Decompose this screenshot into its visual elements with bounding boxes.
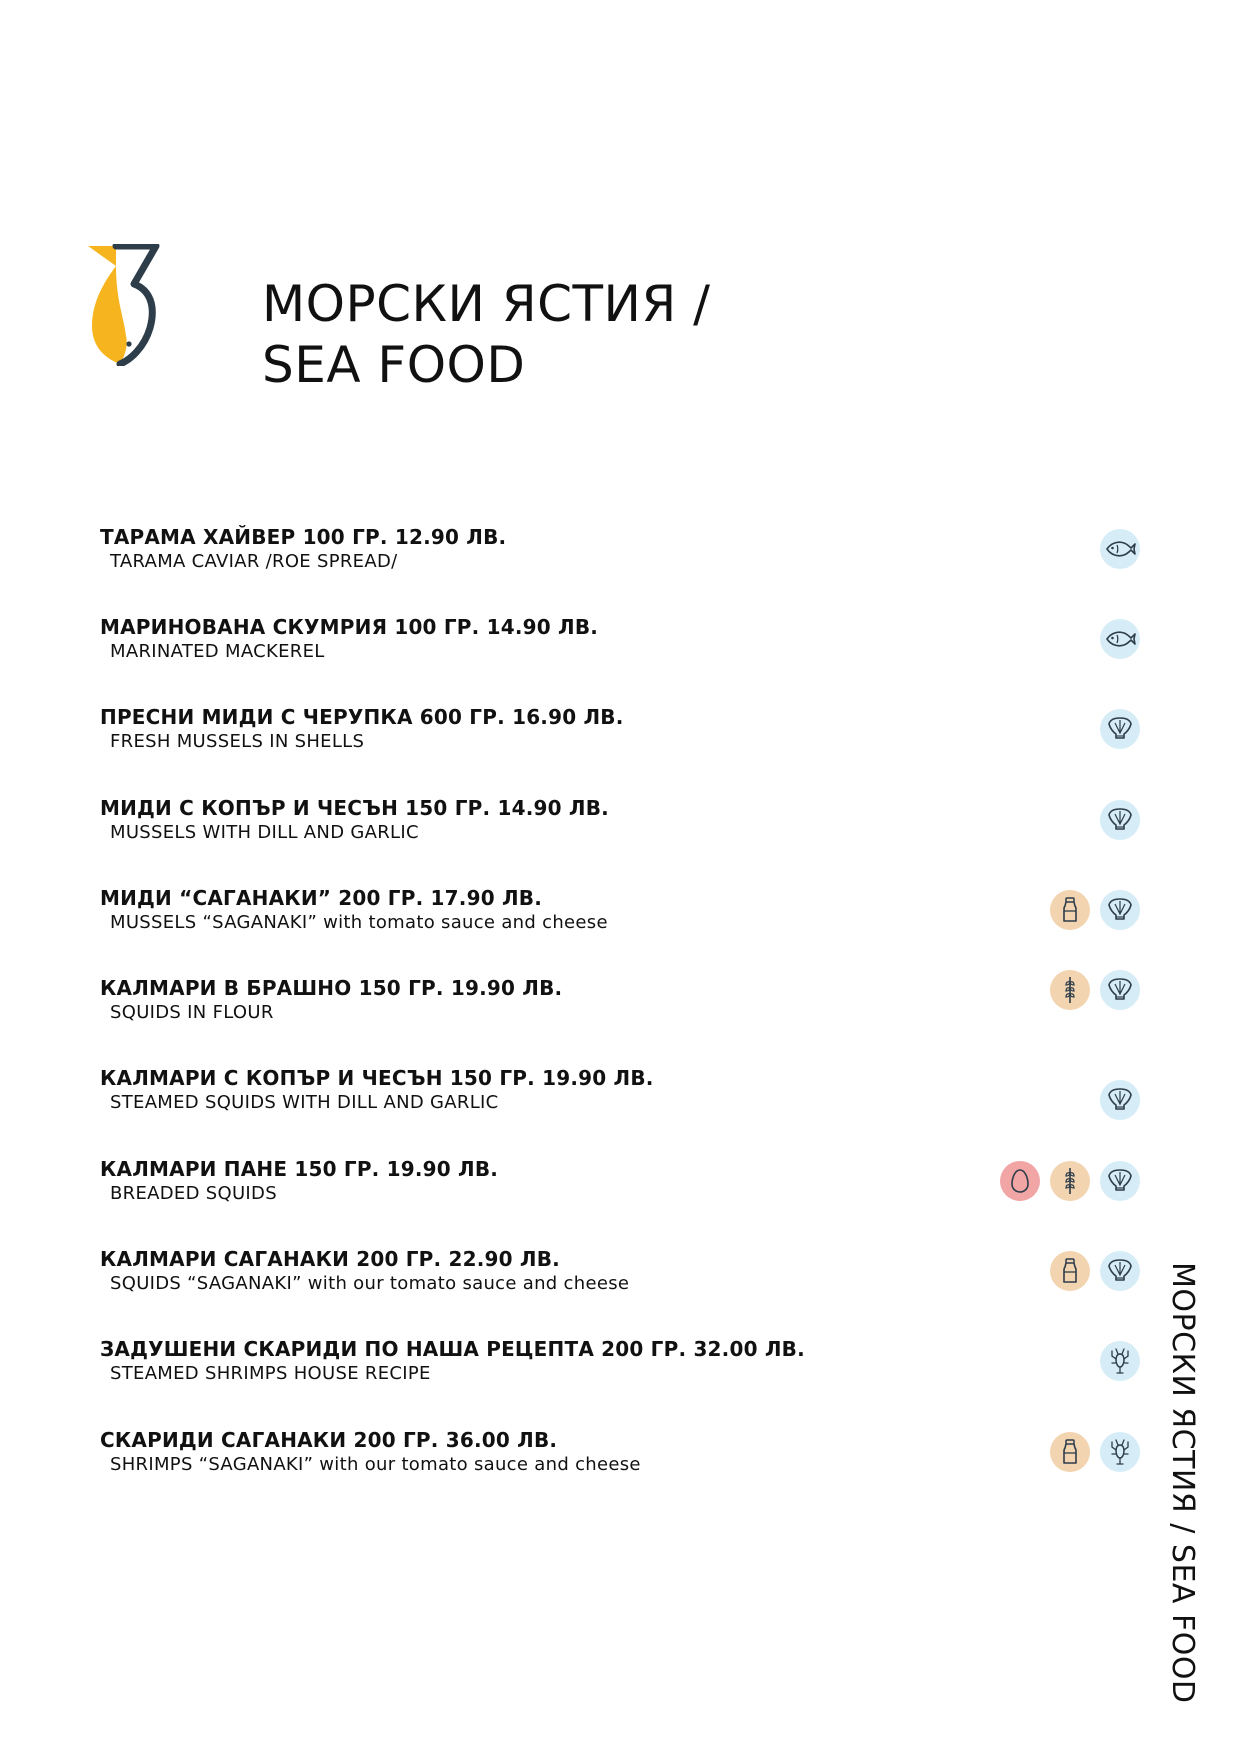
- shellfish-icon: [1100, 1251, 1140, 1291]
- menu-item-description: BREADED SQUIDS: [110, 1183, 277, 1204]
- menu-item-description: STEAMED SQUIDS WITH DILL AND GARLIC: [110, 1092, 499, 1113]
- egg-icon: [1000, 1161, 1040, 1201]
- menu-item-description: FRESH MUSSELS IN SHELLS: [110, 731, 365, 752]
- shellfish-icon: [1100, 1161, 1140, 1201]
- milk-icon: [1050, 1251, 1090, 1291]
- allergen-icons: [1050, 1432, 1150, 1472]
- menu-item-name: МИДИ “САГАНАКИ” 200 ГР. 17.90 ЛВ.: [100, 886, 543, 910]
- menu-item-description: STEAMED SHRIMPS HOUSE RECIPE: [110, 1363, 431, 1384]
- menu-item-description: MARINATED MACKEREL: [110, 641, 325, 662]
- menu-item: [100, 1066, 1150, 1136]
- shellfish-icon: [1100, 1080, 1140, 1120]
- restaurant-logo: [86, 244, 162, 366]
- menu-item-description: TARAMA CAVIAR /ROE SPREAD/: [110, 551, 398, 572]
- menu-item: [100, 615, 1150, 685]
- page-title: [262, 274, 710, 396]
- menu-item-name: СКАРИДИ САГАНАКИ 200 ГР. 36.00 ЛВ.: [100, 1428, 558, 1452]
- shellfish-icon: [1100, 970, 1140, 1010]
- menu-item-name: МАРИНОВАНА СКУМРИЯ 100 ГР. 14.90 ЛВ.: [100, 615, 599, 639]
- allergen-icons: [1100, 1080, 1150, 1120]
- title-line-1: МОРСКИ ЯСТИЯ /: [262, 274, 711, 333]
- menu-item: [100, 1337, 1150, 1407]
- menu-item: [100, 886, 1150, 956]
- crustacean-icon: [1100, 1341, 1140, 1381]
- wheat-icon: [1050, 1161, 1090, 1201]
- milk-icon: [1050, 890, 1090, 930]
- allergen-icons: [1100, 619, 1150, 659]
- menu-item-name: КАЛМАРИ САГАНАКИ 200 ГР. 22.90 ЛВ.: [100, 1247, 560, 1271]
- allergen-icons: [1050, 890, 1150, 930]
- menu-item-name: ТАРАМА ХАЙВЕР 100 ГР. 12.90 ЛВ.: [100, 525, 507, 549]
- menu-item-description: SQUIDS IN FLOUR: [110, 1002, 274, 1023]
- menu-item: [100, 796, 1150, 866]
- fish-icon: [1100, 529, 1140, 569]
- menu-item-name: ПРЕСНИ МИДИ С ЧЕРУПКА 600 ГР. 16.90 ЛВ.: [100, 705, 624, 729]
- fish-icon: [1100, 619, 1140, 659]
- allergen-icons: [1000, 1161, 1150, 1201]
- menu-item: [100, 976, 1150, 1046]
- menu-item-description: SQUIDS “SAGANAKI” with our tomato sauce and cheese: [110, 1273, 630, 1294]
- title-line-2: SEA FOOD: [262, 335, 526, 394]
- allergen-icons: [1100, 1341, 1150, 1381]
- menu-item-description: SHRIMPS “SAGANAKI” with our tomato sauce and cheese: [110, 1454, 641, 1475]
- menu-item: [100, 705, 1150, 775]
- crustacean-icon: [1100, 1432, 1140, 1472]
- menu-item-name: МИДИ С КОПЪР И ЧЕСЪН 150 ГР. 14.90 ЛВ.: [100, 796, 609, 820]
- menu-item-name: ЗАДУШЕНИ СКАРИДИ ПО НАША РЕЦЕПТА 200 ГР. 32.00 ЛВ.: [100, 1337, 805, 1361]
- shellfish-icon: [1100, 890, 1140, 930]
- shellfish-icon: [1100, 709, 1140, 749]
- menu-item-description: MUSSELS “SAGANAKI” with tomato sauce and cheese: [110, 912, 608, 933]
- menu-item: [100, 1157, 1150, 1227]
- menu-item-name: КАЛМАРИ ПАНЕ 150 ГР. 19.90 ЛВ.: [100, 1157, 499, 1181]
- side-section-label: МОРСКИ ЯСТИЯ / SEA FOOD: [1165, 1262, 1200, 1704]
- menu-item-name: КАЛМАРИ В БРАШНО 150 ГР. 19.90 ЛВ.: [100, 976, 563, 1000]
- menu-item: [100, 1247, 1150, 1317]
- allergen-icons: [1100, 529, 1150, 569]
- shellfish-icon: [1100, 800, 1140, 840]
- allergen-icons: [1050, 970, 1150, 1010]
- menu-item: [100, 1428, 1150, 1498]
- allergen-icons: [1050, 1251, 1150, 1291]
- menu-item-description: MUSSELS WITH DILL AND GARLIC: [110, 822, 419, 843]
- menu-item-name: КАЛМАРИ С КОПЪР И ЧЕСЪН 150 ГР. 19.90 ЛВ.: [100, 1066, 654, 1090]
- menu-item: [100, 525, 1150, 595]
- allergen-icons: [1100, 709, 1150, 749]
- allergen-icons: [1100, 800, 1150, 840]
- wheat-icon: [1050, 970, 1090, 1010]
- milk-icon: [1050, 1432, 1090, 1472]
